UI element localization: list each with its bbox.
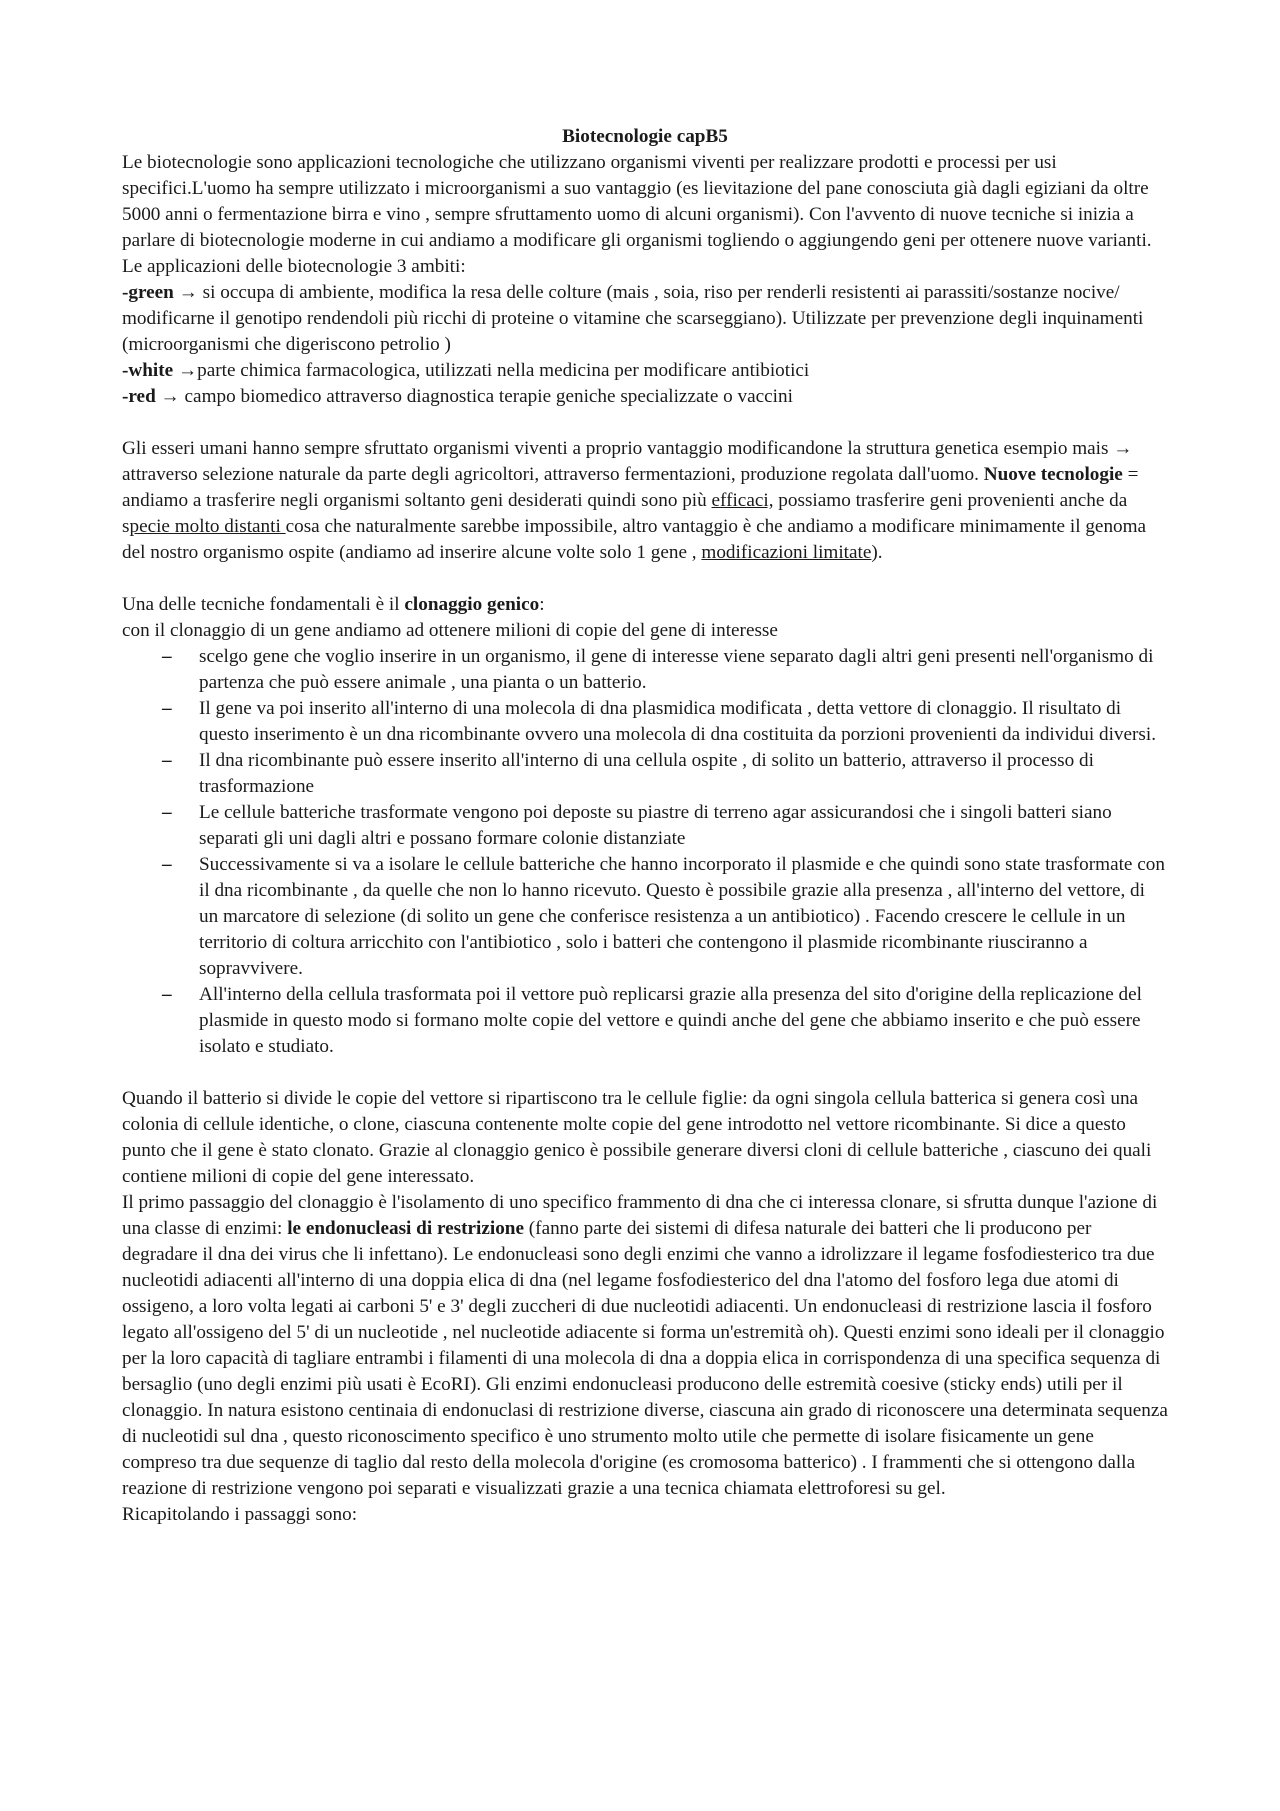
list-item xyxy=(122,800,1168,852)
clonaggio-definition: con il clonaggio di un gene andiamo ad ottenere milioni di copie del gene di interesse xyxy=(122,620,778,641)
ambito-label: -green xyxy=(122,282,174,303)
nuove-tecnologie-paragraph xyxy=(122,436,1168,566)
ambito-label: -red xyxy=(122,386,156,407)
closing-line: Ricapitolando i passaggi sono: xyxy=(122,1504,358,1525)
dash-bullet-icon: – xyxy=(162,750,172,771)
text-run: Gli esseri umani hanno sempre sfruttato organismi viventi a proprio vantaggio modificandone la struttura genetica esempio mais → attraverso selezione naturale da parte degli agricoltori, attraverso fermentazioni, produzione regolata dall'uomo. xyxy=(122,438,1133,485)
list-item xyxy=(122,852,1168,982)
text-run: (fanno parte dei sistemi di difesa naturale dei batteri che li producono per degradare il dna dei virus che li infettano). Le endonucleasi sono degli enzimi che vanno a idrolizzare il legame fosfodiesterico tra due nucleotidi adiacenti all'interno di una doppia elica di dna (nel legame fosfodiesterico del dna l'atomo del fosforo lega due atomi di ossigeno, a loro volta legati ai carboni 5' e 3' degli zuccheri di due nucleotidi adiacenti. Un endonucleasi di restrizione lascia il fosforo legato all'ossigeno del 5' di un nucleotide , nel nucleotide adiacente si forma un'estremità oh). Questi enzimi sono ideali per il clonaggio per la loro capacità di tagliare entrambi i filamenti di una molecola di dna a doppia elica in corrispondenza di una specifica sequenza di bersaglio (uno degli enzimi più usati è EcoRI). Gli enzimi endonucleasi producono delle estremità coesive (sticky ends) utili per il clonaggio. In natura esistono centinaia di endonuclasi di restrizione diverse, ciascuna ain grado di riconoscere una determinata sequenza di nucleotidi sul dna , questo riconoscimento specifico è uno strumento molto utile che permette di isolare fisicamente un gene compreso tra due sequenze di taglio dal resto della molecola d'origine (es cromosoma batterico) . I frammenti che si ottengono dalla reazione di restrizione vengono poi separati e visualizzati grazie a una tecnica chiamata elettroforesi su gel. xyxy=(122,1218,1168,1499)
ambito-green xyxy=(122,280,1168,358)
document-title: Biotecnologie capB5 xyxy=(562,126,728,147)
underlined-term: modificazioni limitate xyxy=(701,542,872,563)
list-item xyxy=(122,982,1168,1060)
list-item xyxy=(122,696,1168,748)
list-item-text: Il dna ricombinante può essere inserito all'interno di una cellula ospite , di solito un batterio, attraverso il processo di trasformazione xyxy=(199,750,1094,797)
underlined-term: pecie molto distanti xyxy=(129,516,286,537)
ambito-text: campo biomedico attraverso diagnostica terapie geniche specializzate o vaccini xyxy=(184,386,793,407)
arrow-glyph: → xyxy=(173,282,203,303)
ambito-text: parte chimica farmacologica, utilizzati nella medicina per modificare antibiotici xyxy=(197,360,810,381)
bold-term: Nuove tecnologie xyxy=(983,464,1123,485)
arrow-glyph: → xyxy=(173,360,198,381)
paragraph-gap xyxy=(122,566,1168,592)
clone-paragraph: Quando il batterio si divide le copie del vettore si ripartiscono tra le cellule figlie: da ogni singola cellula batterica si genera così una colonia di cellule identiche, o clone, ciascuna contenente molte copie del gene introdotto nel vettore ricombinante. Si dice a questo punto che il gene è stato clonato. Grazie al clonaggio genico è possibile generare diversi cloni di cellule batteriche , ciascuno dei quali contiene milioni di copie del gene interessato. xyxy=(122,1088,1152,1187)
list-item-text: All'interno della cellula trasformata poi il vettore può replicarsi grazie alla presenza del sito d'origine della replicazione del plasmide in questo modo si formano molte copie del vettore e quindi anche del gene che abbiamo inserito e che può essere isolato e studiato. xyxy=(199,984,1142,1057)
list-item-text: Successivamente si va a isolare le cellule batteriche che hanno incorporato il plasmide e che quindi sono state trasformate con il dna ricombinante , da quelle che non lo hanno ricevuto. Questo è possibile grazie alla presenza , all'interno del vettore, di un marcatore di selezione (di solito un gene che conferisce resistenza a un antibiotico) . Facendo crescere le cellule in un territorio di coltura arricchito con l'antibiotico , solo i batteri che contengono il plasmide ricombinante riusciranno a sopravvivere. xyxy=(199,854,1165,979)
underlined-term: efficaci, xyxy=(711,490,774,511)
dash-bullet-icon: – xyxy=(162,802,172,823)
text-run: : xyxy=(539,594,545,615)
bold-term: clonaggio genico xyxy=(404,594,540,615)
dash-bullet-icon: – xyxy=(162,854,172,875)
document-page xyxy=(122,124,1168,1528)
text-run: Una delle tecniche fondamentali è il xyxy=(122,594,405,615)
arrow-glyph: → xyxy=(155,386,185,407)
list-item-text: Il gene va poi inserito all'interno di una molecola di dna plasmidica modificata , detta vettore di clonaggio. Il risultato di questo inserimento è un dna ricombinante ovvero una molecola di dna costituita da porzioni provenienti da individui diversi. xyxy=(199,698,1157,745)
endonucleasi-paragraph xyxy=(122,1190,1168,1502)
paragraph-gap xyxy=(122,1060,1168,1086)
text-run: Il primo passaggio del clonaggio è l'isolamento di uno specifico frammento di dna che ci interessa clonare, si sfrutta dunque l'azione di una classe di enzimi: xyxy=(122,1192,1158,1239)
ambito-text: si occupa di ambiente, modifica la resa delle colture (mais , soia, riso per renderli resistenti ai parassiti/sostanze nocive/ modificarne il genotipo rendendoli più ricchi di proteine o vitamine che scarseggiano). Utilizzate per prevenzione degli inquinamenti (microorganismi che digeriscono petrolio ) xyxy=(122,282,1144,355)
list-item-text: Le cellule batteriche trasformate vengono poi deposte su piastre di terreno agar assicurandosi che i singoli batteri siano separati gli uni dagli altri e possano formare colonie distanziate xyxy=(199,802,1112,849)
dash-bullet-icon: – xyxy=(162,698,172,719)
ambito-red xyxy=(122,384,1168,410)
text-run: possiamo trasferire geni provenienti anche da s xyxy=(122,490,1128,537)
list-item xyxy=(122,644,1168,696)
text-run: ). xyxy=(871,542,883,563)
bold-term: le endonucleasi di restrizione xyxy=(287,1218,524,1239)
list-item-text: scelgo gene che voglio inserire in un organismo, il gene di interesse viene separato dagli altri geni presenti nell'organismo di partenza che può essere animale , una pianta o un batterio. xyxy=(199,646,1154,693)
text-run: = andiamo a trasferire negli organismi soltanto geni desiderati quindi sono più xyxy=(122,464,1139,511)
ambito-label: -white xyxy=(122,360,174,381)
clonaggio-intro xyxy=(122,592,1168,618)
paragraph-gap xyxy=(122,410,1168,436)
dash-bullet-icon: – xyxy=(162,646,172,667)
ambito-white xyxy=(122,358,1168,384)
intro-paragraph: Le biotecnologie sono applicazioni tecnologiche che utilizzano organismi viventi per realizzare prodotti e processi per usi specifici.L'uomo ha sempre utilizzato i microorganismi a suo vantaggio (es lievitazione del pane conosciuta già dagli egiziani da oltre 5000 anni o fermentazione birra e vino , sempre sfruttamento uomo di alcuni organismi). Con l'avvento di nuove tecniche si inizia a parlare di biotecnologie moderne in cui andiamo a modificare gli organismi togliendo o aggiungendo geni per ottenere nuove varianti. Le applicazioni delle biotecnologie 3 ambiti: xyxy=(122,152,1152,277)
dash-bullet-icon: – xyxy=(162,984,172,1005)
text-run: cosa che naturalmente sarebbe impossibile, altro vantaggio è che andiamo a modificare minimamente il genoma del nostro organismo ospite (andiamo ad inserire alcune volte solo 1 gene , xyxy=(122,516,1147,563)
list-item xyxy=(122,748,1168,800)
clonaggio-steps-list xyxy=(122,644,1168,1060)
